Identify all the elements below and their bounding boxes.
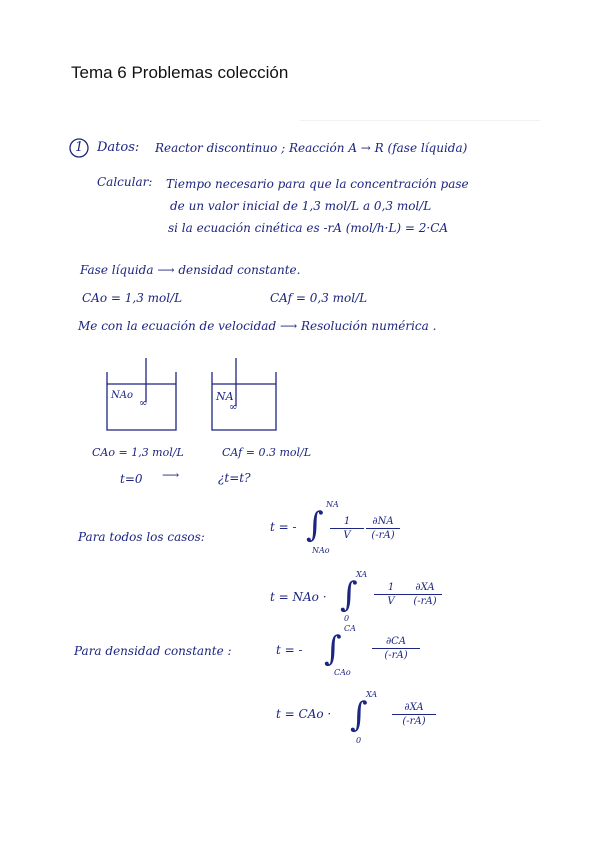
metodo-line: Me con la ecuación de velocidad ⟶ Resolución numérica . xyxy=(78,319,437,333)
eq1-coefficient: $\frac{1}{V}$ xyxy=(330,516,364,541)
cao-initial: CAo = 1,3 mol/L xyxy=(82,291,183,305)
eq4-integral-sign: ∫ xyxy=(350,695,368,735)
caf-final: CAf = 0,3 mol/L xyxy=(270,291,368,305)
eq2-lhs: t = NAo · xyxy=(270,590,327,604)
calcular-line-1: Tiempo necesario para que la concentración pase xyxy=(166,177,469,191)
eq1-lower-limit: NAo xyxy=(312,546,330,555)
page-title: Tema 6 Problemas colección xyxy=(71,63,289,82)
eq2-lower-limit: 0 xyxy=(344,614,350,623)
time-question: ¿t=t? xyxy=(218,471,251,485)
eq2-coefficient: $\frac{1}{V}$ xyxy=(374,582,408,607)
tank2-stirrer-icon: ∞ xyxy=(229,402,238,413)
tank1-concentration: CAo = 1,3 mol/L xyxy=(92,446,184,459)
todos-casos-label: Para todos los casos: xyxy=(78,530,205,544)
eq1-lhs: t = - xyxy=(270,520,297,534)
eq4-lhs: t = CAo · xyxy=(276,707,332,721)
eq4-upper-limit: XA xyxy=(366,690,378,699)
tank1-stirrer-icon: ∞ xyxy=(139,398,148,409)
eq2-integral-sign: ∫ xyxy=(340,575,358,615)
densidad-constante-label: Para densidad constante : xyxy=(74,644,232,658)
eq3-upper-limit: CA xyxy=(344,624,356,633)
eq3-lower-limit: CAo xyxy=(334,668,351,677)
eq2-fraction: $\frac{\partial XA}{(-rA)}$ xyxy=(408,582,442,607)
time-arrow: ⟶ xyxy=(162,468,180,482)
calcular-label: Calcular: xyxy=(97,175,153,189)
eq1-integral-sign: ∫ xyxy=(306,505,324,545)
datos-label: Datos: xyxy=(97,140,140,155)
eq4-lower-limit: 0 xyxy=(356,736,362,745)
eq1-upper-limit: NA xyxy=(326,500,339,509)
problem-number: 1 xyxy=(75,140,84,155)
datos-text: Reactor discontinuo ; Reacción A → R (fase líquida) xyxy=(155,141,468,155)
calcular-line-2: de un valor inicial de 1,3 mol/L a 0,3 mol/L xyxy=(170,199,432,213)
eq4-fraction: $\frac{\partial XA}{(-rA)}$ xyxy=(392,702,436,727)
tank2-label: NA xyxy=(216,390,234,403)
eq3-fraction: $\frac{\partial CA}{(-rA)}$ xyxy=(372,636,420,661)
eq3-lhs: t = - xyxy=(276,643,303,657)
eq2-upper-limit: XA xyxy=(356,570,368,579)
time-zero: t=0 xyxy=(120,472,143,486)
eq1-fraction: $\frac{\partial NA}{(-rA)}$ xyxy=(366,516,400,541)
eq3-integral-sign: ∫ xyxy=(324,629,342,669)
fase-line: Fase líquida ⟶ densidad constante. xyxy=(80,263,301,277)
tank1-label: NAo xyxy=(111,390,133,401)
tank2-concentration: CAf = 0.3 mol/L xyxy=(222,446,312,459)
calcular-line-3: si la ecuación cinética es -rA (mol/h·L) = 2·CA xyxy=(168,221,449,235)
